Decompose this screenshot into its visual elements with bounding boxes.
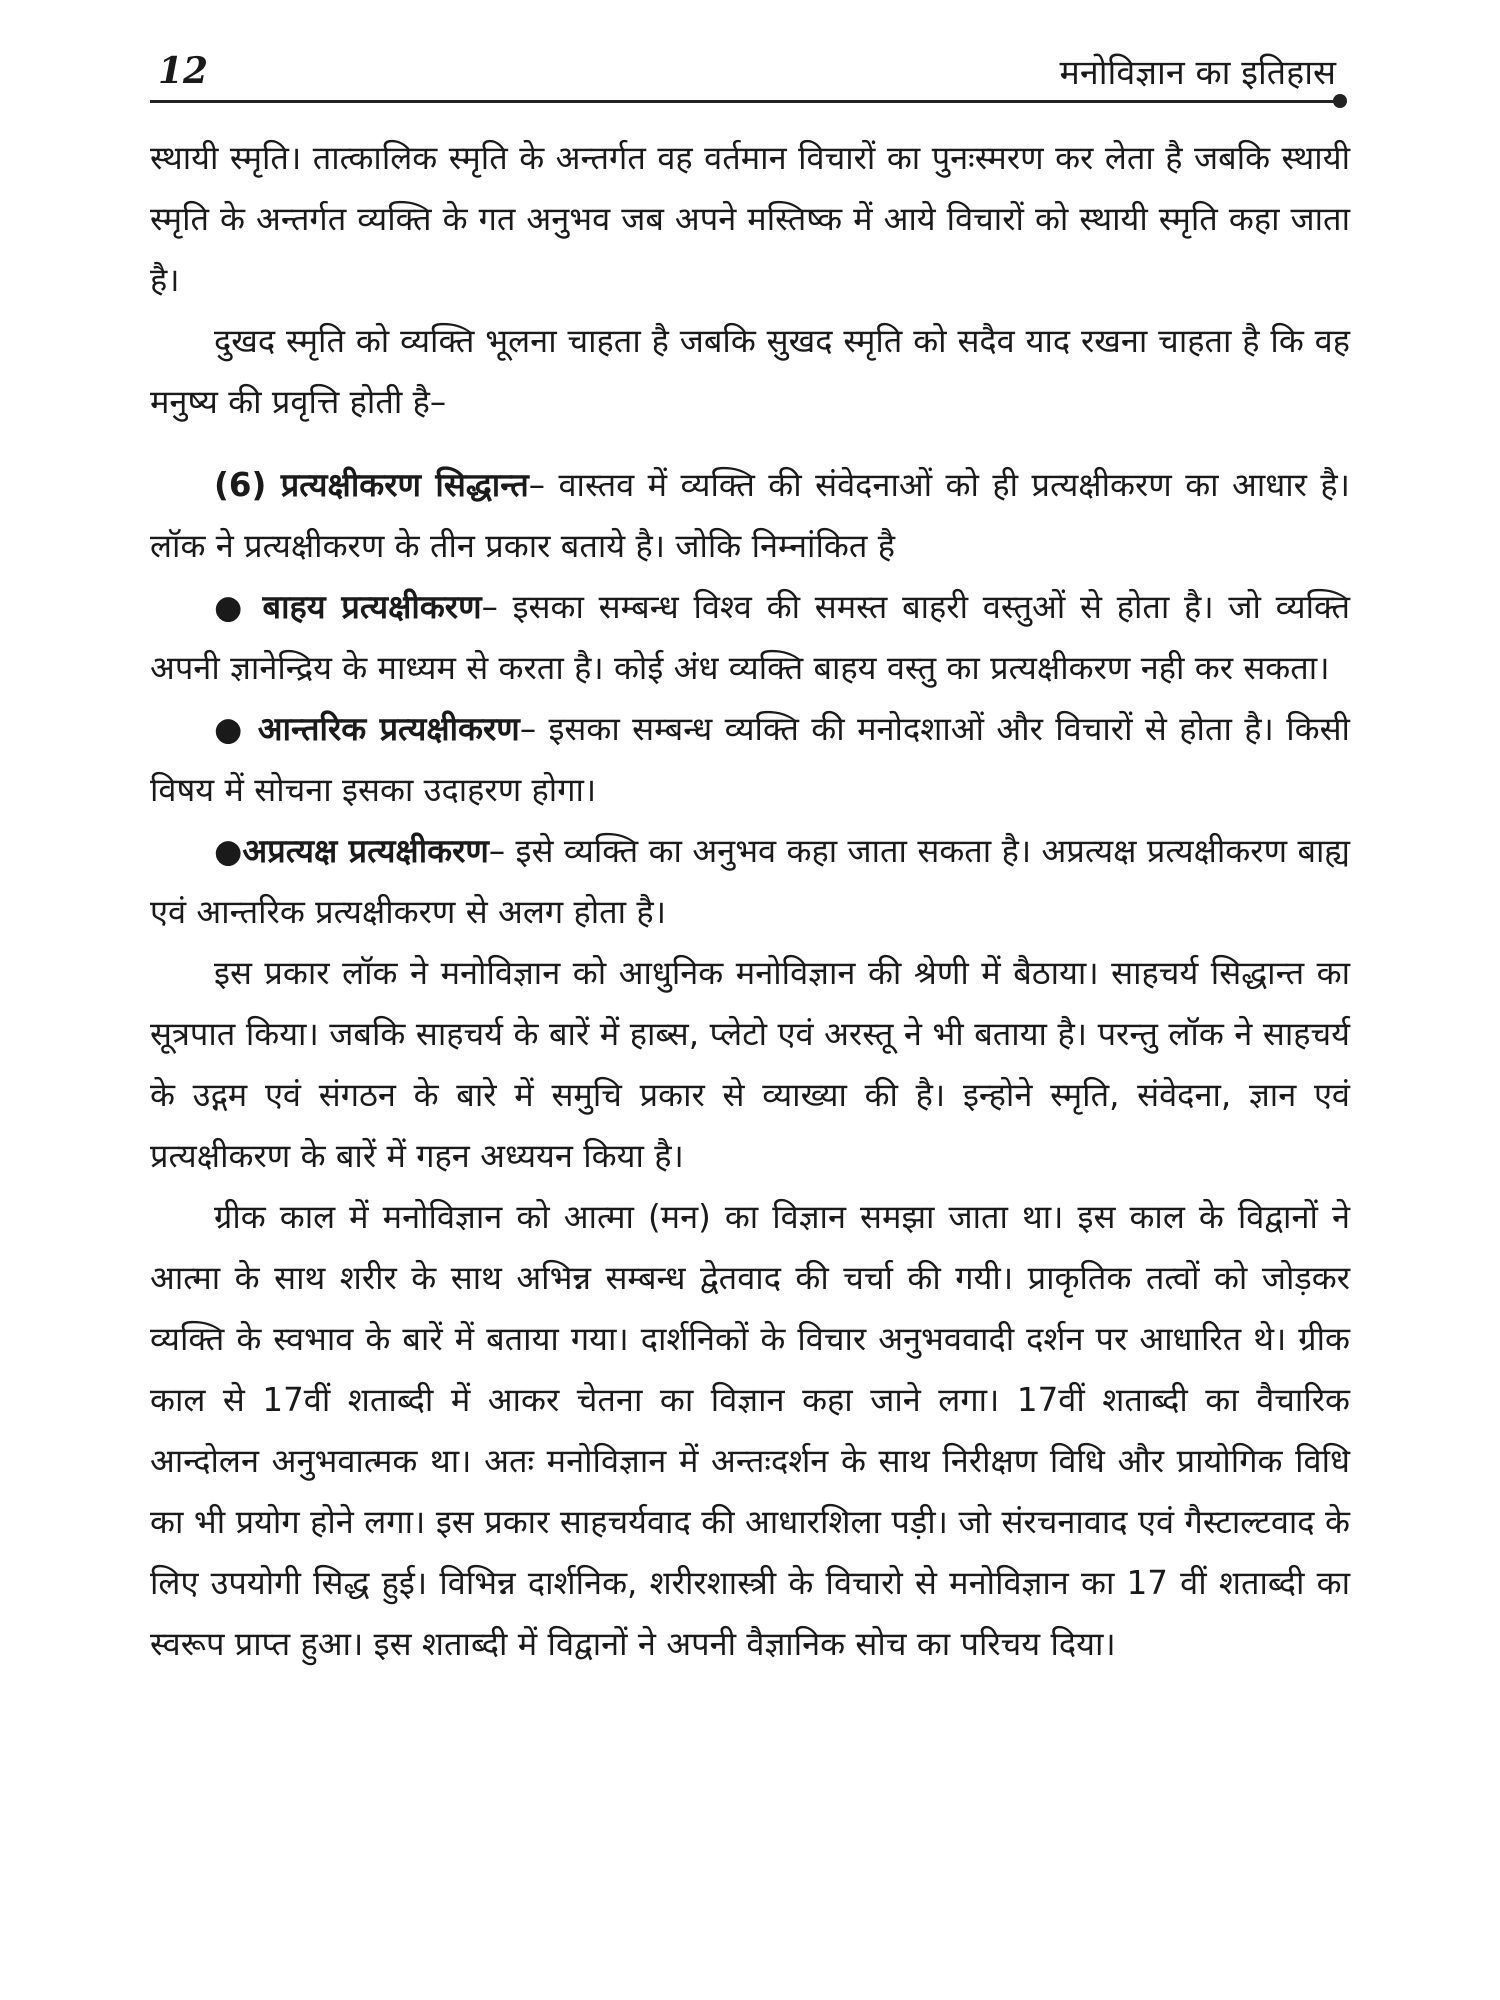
paragraph-greek-period [150, 1187, 1350, 1675]
paragraph-locke-association [150, 943, 1350, 1187]
paragraph-external-perception [150, 577, 1350, 699]
paragraph-text: दुखद स्मृति को व्यक्ति भूलना चाहता है जबकि सुखद स्मृति को सदैव याद रखना चाहता है कि वह मनुष्य की प्रवृत्ति होती है– [150, 322, 1350, 421]
paragraph-painful-memory [150, 311, 1350, 433]
running-title: मनोविज्ञान का इतिहास [1059, 53, 1336, 93]
paragraph-text: – वास्तव में व्यक्ति की संवेदनाओं को ही प्रत्यक्षीकरण का आधार है। लॉक ने प्रत्यक्षीकरण के तीन प्रकार बताये है। जोकि निम्नांकित है [150, 466, 1350, 565]
subsection-heading: आन्तरिक प्रत्यक्षीकरण [257, 710, 520, 748]
paragraph-text: – इसका सम्बन्ध विश्व की समस्त बाहरी वस्तुओं से होता है। जो व्यक्ति अपनी ज्ञानेन्द्रिय के माध्यम से करता है। कोई अंध व्यक्ति बाहय वस्तु का प्रत्यक्षीकरण नही कर सकता। [150, 588, 1350, 687]
subsection-heading: बाहय प्रत्यक्षीकरण [262, 588, 482, 626]
bullet-icon: ● [214, 832, 243, 870]
page-number: 12 [158, 50, 209, 92]
paragraph-text: स्थायी स्मृति। तात्कालिक स्मृति के अन्तर्गत वह वर्तमान विचारों का पुनःस्मरण कर लेता है जबकि स्थायी स्मृति के अन्तर्गत व्यक्ति के गत अनुभव जब अपने मस्तिष्क में आये विचारों को स्थायी स्मृति कहा जाता है। [150, 139, 1350, 299]
paragraph-text: ग्रीक काल में मनोविज्ञान को आत्मा (मन) का विज्ञान समझा जाता था। इस काल के विद्वानों ने आत्मा के साथ शरीर के साथ अभिन्न सम्बन्ध द्वेतवाद की चर्चा की गयी। प्राकृतिक तत्वों को जोड़कर व्यक्ति के स्वभाव के बारें में बताया गया। दार्शनिकों के विचार अनुभववादी दर्शन पर आधारित थे। ग्रीक काल से 17वीं शताब्दी में आकर चेतना का विज्ञान कहा जाने लगा। 17वीं शताब्दी का वैचारिक आन्दोलन अनुभवात्मक था। अतः मनोविज्ञान में अन्तःदर्शन के साथ निरीक्षण विधि और प्रायोगिक विधि का भी प्रयोग होने लगा। इस प्रकार साहचर्यवाद की आधारशिला पड़ी। जो संरचनावाद एवं गैस्टाल्टवाद के लिए उपयोगी सिद्ध हुई। विभिन्न दार्शनिक, शरीरशास्त्री के विचारो से मनोविज्ञान का 17 वीं शताब्दी का स्वरूप प्राप्त हुआ। इस शताब्दी में विद्वानों ने अपनी वैज्ञानिक सोच का परिचय दिया। [150, 1198, 1350, 1663]
paragraph-internal-perception [150, 699, 1350, 821]
section-heading: (6) प्रत्यक्षीकरण सिद्धान्त [214, 466, 529, 504]
page-header [150, 40, 1350, 100]
header-rule-dot [1333, 94, 1347, 108]
header-rule [150, 100, 1338, 103]
bullet-icon: ● [214, 588, 263, 626]
body-text [150, 128, 1350, 1675]
subsection-heading: अप्रत्यक्ष प्रत्यक्षीकरण [242, 832, 489, 870]
paragraph-memory-continued [150, 128, 1350, 311]
paragraph-text: – इसका सम्बन्ध व्यक्ति की मनोदशाओं और विचारों से होता है। किसी विषय में सोचना इसका उदाहरण होगा। [150, 710, 1350, 809]
paragraph-perception-theory [150, 455, 1350, 577]
paragraph-text: इस प्रकार लॉक ने मनोविज्ञान को आधुनिक मनोविज्ञान की श्रेणी में बैठाया। साहचर्य सिद्धान्त का सूत्रपात किया। जबकि साहचर्य के बारें में हाब्स, प्लेटो एवं अरस्तू ने भी बताया है। परन्तु लॉक ने साहचर्य के उद्गम एवं संगठन के बारे में समुचि प्रकार से व्याख्या की है। इन्होने स्मृति, संवेदना, ज्ञान एवं प्रत्यक्षीकरण के बारें में गहन अध्ययन किया है। [150, 954, 1350, 1175]
bullet-icon: ● [214, 710, 258, 748]
paragraph-text: – इसे व्यक्ति का अनुभव कहा जाता सकता है। अप्रत्यक्ष प्रत्यक्षीकरण बाह्य एवं आन्तरिक प्रत्यक्षीकरण से अलग होता है। [150, 832, 1351, 931]
paragraph-indirect-perception [150, 821, 1350, 943]
